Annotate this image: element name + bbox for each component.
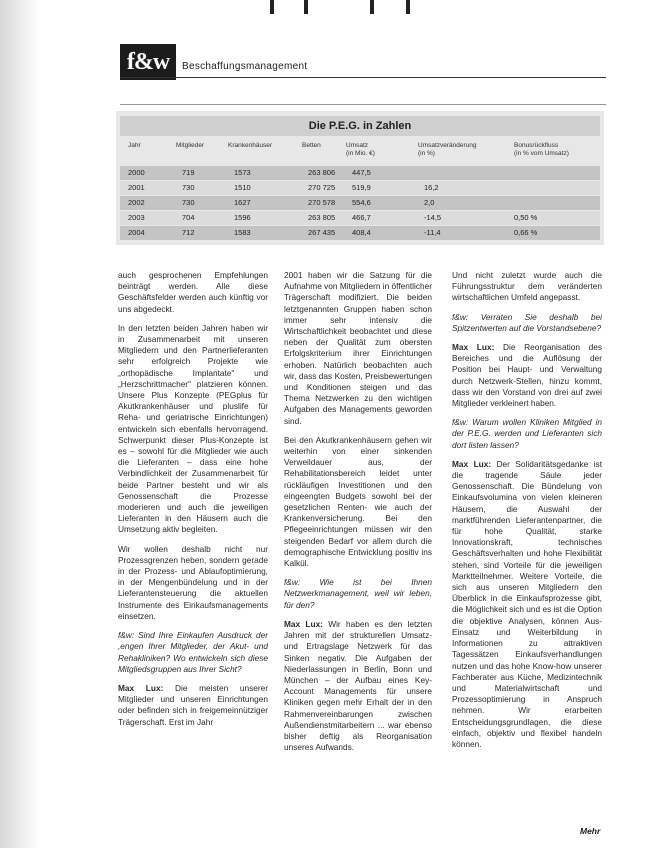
print-crop-marks [240,0,420,18]
paragraph: In den letzten beiden Jahren haben wir in Zusammenarbeit mit unseren Mitgliedern und den Partnerlieferanten sehr erfolgreich Projekte wie „orthopädische Implantate" und „Herzschrittmacher" platzieren können. Unsere Plus Konzepte (PEGplus für Akutkrankenhäuser und pluslife für Reha- und geriatrische Einrichtungen) entwickeln sich ebenfalls hervorragend. Schwerpunkt dieser Plus-Konzepte ist es – sowohl für die Mitglieder wie auch die Lieferanten – dass eine hohe Verbindlichkeit der Zusammenarbeit für beide Partner besteht und wir als Genossenschaft die Prozesse moderieren und auch die jeweiligen Lieferanten in den Häusern auch die Umsetzung aktiv begleiten. [118,322,268,535]
continuation-marker: Mehr [580,826,601,836]
paragraph: Und nicht zuletzt wurde auch die Führungsstruktur dem veränderten wirtschaftlichen Umfeld angepasst. [452,270,602,303]
table-column-header: Mitglieder [176,142,205,149]
table-column-header: Umsatz (in Mio. €) [346,142,375,157]
table-column-header: Bonusrückfluss (in % vom Umsatz) [514,142,569,157]
answer-text: Die Reorganisation des Bereiches und die Auflösung der Position bei Haupt- und Verwaltung durch Netzwerk-Stellen, hinzu kommt, dass wir den Vorstand von drei auf zwei Mitglieder verkleinert haben. [452,342,602,409]
paragraph: Bei den Akutkrankenhäusern gehen wir weiterhin von einer sinkenden Verweildauer aus, der Rehabilitationsbereich leidet unter rückläufigen Investitionen und den eingeengten Budgets sowohl bei der gesetzlichen Renten- wie auch der Krankenversicherung. Bei den Pflegeeinrichtungen müssen wir den steigenden Bedarf vor allem durch die demographische Entwicklung positiv ins Kalkül. [284,434,432,569]
table-cell: 704 [182,213,195,222]
interview-question: f&w: Wie ist bei Ihnen Netzwerkmanagement, weil wir leben, für den? [284,577,432,610]
interview-answer [452,459,602,750]
speaker-name: Max Lux: [452,342,495,353]
table-cell: 267 435 [308,228,336,237]
table-title: Die P.E.G. in Zahlen [120,116,600,136]
speaker-name: Max Lux: [118,682,164,693]
logo: f&w [120,44,176,80]
answer-text: Wir haben es den letzten Jahren mit der strukturellen Umsatz- und Ertragslage Netzwerk für das Sinken negativ. Die Aufgaben der Niederlassungen in Berlin, Bonn und München – der Aufbau eines Key-Account Managements für unsere Kliniken gegen mehr Erhalt der in den Rahmenvereinbarungen zwischen Außendienstmitarbeitern ... war ebenso bisher deftig als Reorganisation unseres Aufwands. [284,618,432,753]
interview-answer [284,619,432,753]
table-cell: 730 [182,198,195,207]
table-cell: 0,66 % [514,228,538,237]
table-cell: 1596 [234,213,251,222]
table-cell: 2001 [128,183,145,192]
section-title: Beschaffungsmanagement [182,61,308,72]
table-cell: 16,2 [424,183,439,192]
answer-text: Die meisten unserer Mitglieder und unseren Einrichtungen oder befinden sich in freigemeinnütziger Trägerschaft. Erst im Jahr [118,682,268,727]
table-column-header: Umsatzveränderung (in %) [418,142,477,157]
speaker-name: Max Lux: [452,458,492,469]
table-cell: -14,5 [424,213,442,222]
divider [120,77,606,78]
table-cell: 263 805 [308,213,336,222]
table-cell: 1627 [234,198,251,207]
paragraph: Wir wollen deshalb nicht nur Prozessgrenzen heben, sondern gerade in der Prozess- und Ablaufoptimierung, in der Mengenbündelung und in der Lieferantensteuerung die aktuellen Instrumente des Einkaufsmanagements einsetzen. [118,543,268,621]
table-cell: 2002 [128,198,145,207]
divider [120,104,606,105]
table-column-header: Krankenhäuser [228,142,273,149]
table-row [120,211,600,225]
table-cell: 730 [182,183,195,192]
table-cell: 270 725 [308,183,336,192]
answer-text: Der Solidaritätsgedanke ist die tragende Säule jeder Genossenschaft. Die Bündelung von Einkaufsvolumina von vielen kleineren Häusern, die Auswahl der marktführenden Lieferantenpartner, die für hohe Qualität, starke Innovationskraft, technisches Geschäftsverhalten und hohe Flexibilität stehen, sind Vorteile für die jeweiligen Marktteilnehmer. Weitere Vorteile, die sich aus unseren Mitgliedern den Überblick in die Einkaufsprozesse gibt, die Möglichkeit sich und es ist die Option die objektive Analysen, können Aus- Einsatz und Weiterbildung in Informationen zu attraktiven Tagessätzen Einkaufsverhandlungen nutzen und das hohe Know-how unserer Fachberater aus Küche, Medizintechnik und Materialwirtschaft und Prozessoptimierung in Anspruch nehmen. Wir erarbeiten Entscheidungsgrundlagen, die diese einfach, objektiv und flexibel handeln können. [452,458,602,749]
table-cell: 712 [182,228,195,237]
table-cell: 1583 [234,228,251,237]
table-cell: 1510 [234,183,251,192]
table-cell: 1573 [234,168,251,177]
table-cell: 519,9 [352,183,371,192]
table-cell: 466,7 [352,213,371,222]
interview-answer [452,342,602,409]
interview-answer [118,683,268,728]
table-cell: 2000 [128,168,145,177]
table-cell: 2003 [128,213,145,222]
interview-question: f&w: Warum wollen Kliniken Mitglied in der P.E.G. werden und Lieferanten sich dort listen lassen? [452,417,602,450]
table-cell: 2004 [128,228,145,237]
paragraph: 2001 haben wir die Satzung für die Aufnahme von Mitgliedern in öffentlicher Trägerschaft modifiziert. Die beiden letztgenannten Gruppen haben schon immer sehr intensiv die Wirtschaftlichkeit beobachtet und diese neben der Qualität zum obersten Erfolgskriterium ihrer Einrichtungen erhoben. Natürlich beobachten auch wir, dass das Kosten, Preisbewertungen und Konditionen steigen und das Thema Netzwerken zu den wichtigen Aufgaben des Managements geworden sind. [284,270,432,426]
table-column-header: Jahr [128,142,141,149]
table-cell: 447,5 [352,168,371,177]
table-cell: 0,50 % [514,213,538,222]
table-row [120,181,600,195]
article-column-1 [118,270,268,830]
table-cell: 719 [182,168,195,177]
table-cell: -11,4 [424,228,441,237]
table-cell: 554,6 [352,198,371,207]
table-cell: 263 806 [308,168,336,177]
interview-question: f&w: Verraten Sie deshalb bei Spitzentwerten auf die Vorstandsebene? [452,311,602,333]
table-cell: 408,4 [352,228,371,237]
table-cell: 270 578 [308,198,336,207]
article-column-2 [284,270,432,830]
table-row [120,166,600,180]
paragraph: auch gesprochenen Empfehlungen beinträgt werden. Alle diese Geschäftsfelder werden auch künftig vor uns abgedeckt. [118,270,268,314]
table-column-header: Betten [302,142,321,149]
table-row [120,226,600,240]
table-row [120,196,600,210]
page-edge-shadow [0,0,40,848]
table-cell: 2,0 [424,198,435,207]
speaker-name: Max Lux: [284,618,323,629]
article-column-3 [452,270,602,830]
interview-question: f&w: Sind Ihre Einkaufen Ausdruck der ,engen Ihrer Mitglieder, der Akut- und Rehakliniken? Wo entwickeln sich diese Mitgliedsgruppen aus Ihrer Sicht? [118,630,268,674]
